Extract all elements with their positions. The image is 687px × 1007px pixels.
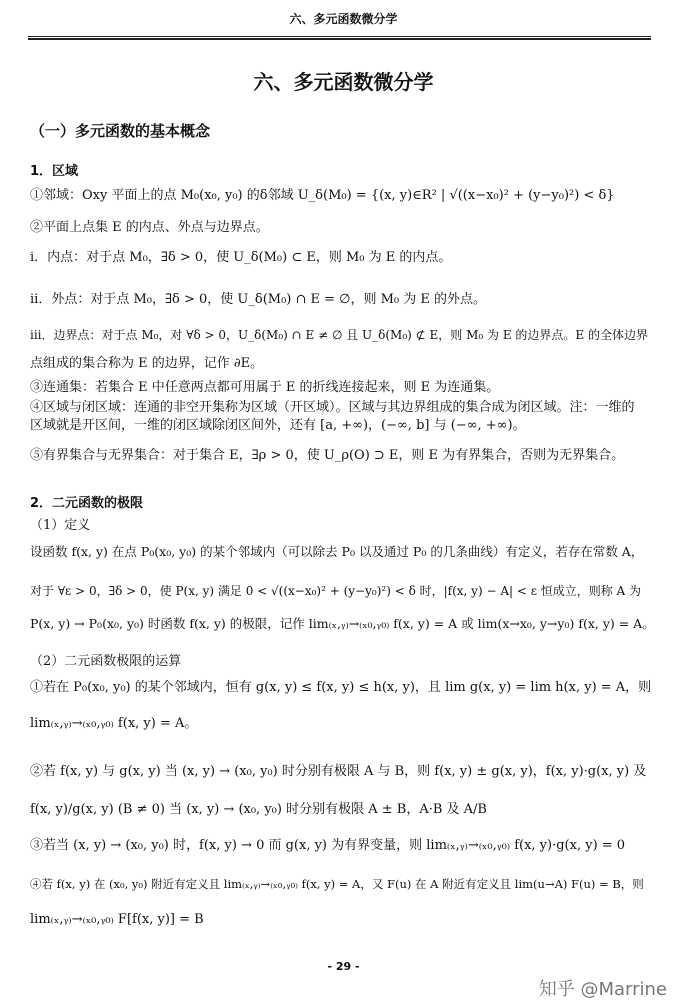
region-definition: ④区域与闭区域：连通的非空开集称为区域（开区域）。区域与其边界组成的集合成为闭区域。注：一维的 — [30, 400, 635, 415]
composition-rule: ④若 f(x, y) 在 (x₀, y₀) 附近有定义且 lim₍ₓ,ᵧ₎→₍ₓ₀,ᵧ₀₎ f(x, y) = A，又 F(u) 在 A 附近有定义且 lim(u→A) F(u) = B，则 — [30, 877, 644, 891]
subsection-heading-limit: 2．二元函数的极限 — [30, 496, 144, 511]
limit-definition-line-2: 对于 ∀ε > 0，∃δ > 0，使 P(x, y) 满足 0 < √((x−x₀)² + (y−y₀)²) < δ 时，|f(x, y) − A| < ε 恒成立，则称 A 为 — [30, 584, 642, 598]
region-note: 区域就是开区间，一维的闭区域除闭区间外，还有 [a, +∞)，(−∞, b] 与 (−∞, +∞)。 — [30, 418, 526, 433]
exterior-point-definition: ii．外点：对于点 M₀，∃δ > 0，使 U_δ(M₀) ∩ E = ∅，则 M₀ 为 E 的外点。 — [30, 292, 487, 307]
neighborhood-definition: ①邻域：Oxy 平面上的点 M₀(x₀, y₀) 的δ邻域 U_δ(M₀) = {(x, y)∈R² | √((x−x₀)² + (y−y₀)²) < δ} — [30, 188, 615, 203]
bounded-product-rule: ③若当 (x, y) → (x₀, y₀) 时，f(x, y) → 0 而 g(x, y) 为有界变量，则 lim₍ₓ,ᵧ₎→₍ₓ₀,ᵧ₀₎ f(x, y)·g(x, y) = 0 — [30, 838, 626, 853]
arithmetic-rule-conclusion: f(x, y)/g(x, y) (B ≠ 0) 当 (x, y) → (x₀, y₀) 时分别有极限 A ± B，A·B 及 A/B — [30, 802, 487, 817]
subsection-heading-region: 1．区域 — [30, 164, 79, 179]
squeeze-rule-conclusion: lim₍ₓ,ᵧ₎→₍ₓ₀,ᵧ₀₎ f(x, y) = A。 — [30, 716, 198, 731]
limit-definition-line-3: P(x, y) → P₀(x₀, y₀) 时函数 f(x, y) 的极限，记作 lim₍ₓ,ᵧ₎→₍ₓ₀,ᵧ₀₎ f(x, y) = A 或 lim(x→x₀, y→y₀) f(x, y) = A。 — [30, 616, 655, 631]
boundary-definition: 点组成的集合称为 E 的边界，记作 ∂E。 — [30, 356, 264, 371]
definition-label: （1）定义 — [30, 518, 91, 533]
boundary-point-definition: iii．边界点：对于点 M₀，对 ∀δ > 0，U_δ(M₀) ∩ E ≠ ∅ 且 U_δ(M₀) ⊄ E，则 M₀ 为 E 的边界点。E 的全体边界 — [30, 328, 648, 342]
running-header: 六、多元函数微分学 — [289, 12, 398, 26]
point-types-intro: ②平面上点集 E 的内点、外点与边界点。 — [30, 220, 269, 235]
header-rule-thick — [28, 38, 651, 40]
squeeze-rule: ①若在 P₀(x₀, y₀) 的某个邻域内，恒有 g(x, y) ≤ f(x, y) ≤ h(x, y)，且 lim g(x, y) = lim h(x, y) = A，则 — [30, 680, 652, 695]
interior-point-definition: i．内点：对于点 M₀，∃δ > 0，使 U_δ(M₀) ⊂ E，则 M₀ 为 E 的内点。 — [30, 250, 452, 265]
limit-definition-line-1: 设函数 f(x, y) 在点 P₀(x₀, y₀) 的某个邻域内（可以除去 P₀ 以及通过 P₀ 的几条曲线）有定义，若存在常数 A， — [30, 544, 644, 559]
header-rule — [28, 36, 651, 37]
composition-rule-conclusion: lim₍ₓ,ᵧ₎→₍ₓ₀,ᵧ₀₎ F[f(x, y)] = B — [30, 912, 204, 927]
operations-label: （2）二元函数极限的运算 — [30, 654, 182, 669]
document-title: 六、多元函数微分学 — [253, 70, 434, 94]
bounded-set-definition: ⑤有界集合与无界集合：对于集合 E，∃ρ > 0，使 U_ρ(O) ⊃ E，则 E 为有界集合，否则为无界集合。 — [30, 448, 625, 463]
section-heading: （一）多元函数的基本概念 — [30, 122, 211, 140]
connected-set-definition: ③连通集：若集合 E 中任意两点都可用属于 E 的折线连接起来，则 E 为连通集。 — [30, 380, 500, 395]
page-number: - 29 - — [327, 960, 360, 973]
arithmetic-rule: ②若 f(x, y) 与 g(x, y) 当 (x, y) → (x₀, y₀) 时分别有极限 A 与 B，则 f(x, y) ± g(x, y)，f(x, y)·g(x, y) 及 — [30, 764, 647, 779]
watermark: 知乎 @Marrine — [538, 979, 667, 1000]
